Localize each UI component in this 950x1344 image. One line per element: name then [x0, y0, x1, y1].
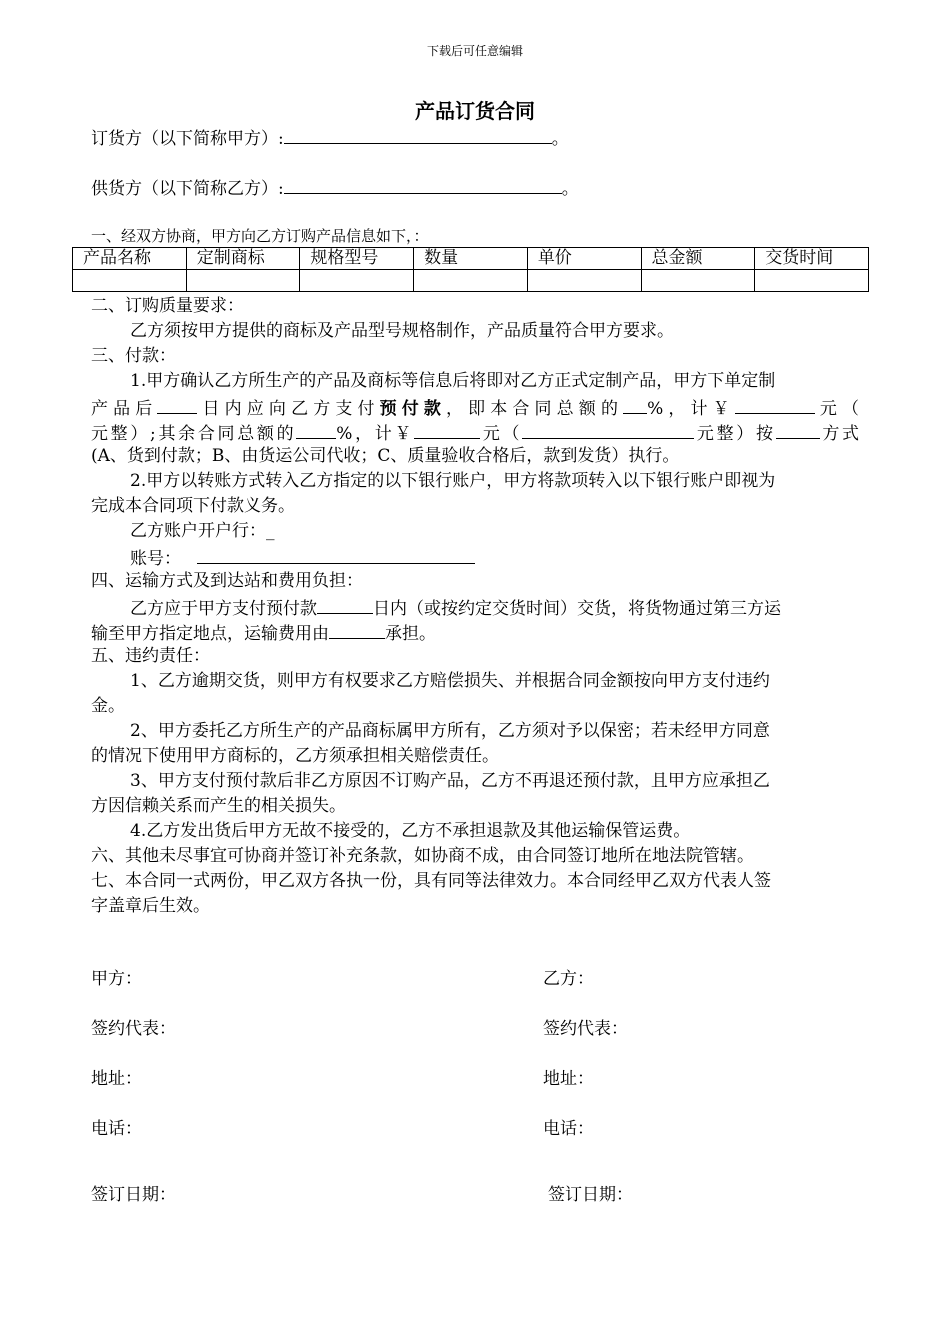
- amount-words-blank: [522, 423, 694, 439]
- table-cell[interactable]: [73, 270, 187, 292]
- buyer-end: 。: [551, 129, 569, 149]
- payment-text: 元整）;其余合同总额的: [91, 424, 297, 444]
- payment-line-1: 1.甲方确认乙方所生产的产品及商标等信息后将即对乙方正式定制产品，甲方下单定制: [130, 371, 776, 391]
- breach-3b: 方因信赖关系而产生的相关损失。: [91, 796, 346, 816]
- transport-text: 乙方应于甲方支付预付款: [130, 599, 317, 619]
- section-6: 六、其他未尽事宜可协商并签订补充条款，如协商不成，由合同签订地所在地法院管辖。: [91, 846, 754, 866]
- seller-line: [91, 178, 579, 198]
- payment-line-3: [91, 423, 859, 443]
- table-cell[interactable]: [527, 270, 641, 292]
- table-header-cell: 总金额: [641, 248, 755, 270]
- party-a-label: 甲方：: [91, 969, 142, 989]
- party-a-phone: 电话：: [91, 1119, 142, 1139]
- seller-label: 供货方（以下简称乙方）:: [91, 179, 284, 199]
- payment-text: %，计￥: [647, 399, 735, 419]
- bank-line: 乙方账户开户行：_: [130, 521, 275, 541]
- prepayment-term: 预付款: [379, 399, 447, 419]
- table-header-cell: 定制商标: [186, 248, 300, 270]
- transport-line-2: [91, 623, 436, 643]
- payment-line-4: (A、货到付款；B、由货运公司代收；C、质量验收合格后，款到发货）执行。: [91, 446, 680, 466]
- party-b-phone: 电话：: [543, 1119, 594, 1139]
- payment-text: 日内应向乙方支付: [197, 399, 380, 419]
- payment-text: 元（: [814, 399, 860, 419]
- document-title: 产品订货合同: [415, 99, 535, 123]
- payment-line-6: 完成本合同项下付款义务。: [91, 496, 295, 516]
- percent-blank: [623, 398, 647, 414]
- table-cell[interactable]: [186, 270, 300, 292]
- payment-line-2: [91, 398, 859, 418]
- table-header-row: [73, 248, 869, 270]
- payment-text: 元整）按: [694, 424, 776, 444]
- days-blank: [317, 598, 373, 614]
- transport-text: 日内（或按约定交货时间）交货，将货物通过第三方运: [373, 599, 781, 619]
- transport-text: 承担。: [385, 624, 436, 644]
- buyer-line: [91, 128, 569, 148]
- product-table: [72, 247, 869, 292]
- breach-1a: 1、乙方逾期交货，则甲方有权要求乙方赔偿损失、并根据合同金额按向甲方支付违约: [130, 671, 770, 691]
- section-5-heading: 五、违约责任：: [91, 646, 210, 666]
- section-3-heading: 三、付款：: [91, 346, 176, 366]
- account-label: 账号：: [130, 549, 181, 569]
- amount-blank: [414, 423, 480, 439]
- buyer-label: 订货方（以下简称甲方）:: [91, 129, 284, 149]
- table-cell[interactable]: [414, 270, 528, 292]
- days-blank: [157, 398, 197, 414]
- payment-text: 方式: [819, 424, 860, 444]
- section-2-heading: 二、订购质量要求：: [91, 296, 244, 316]
- breach-2a: 2、甲方委托乙方所生产的产品商标属甲方所有，乙方须对予以保密；若未经甲方同意: [130, 721, 770, 741]
- breach-2b: 的情况下使用甲方商标的，乙方须承担相关赔偿责任。: [91, 746, 499, 766]
- percent-blank: [296, 423, 336, 439]
- section-2-paragraph: 乙方须按甲方提供的商标及产品型号规格制作，产品质量符合甲方要求。: [130, 321, 674, 341]
- table-header-cell: 单价: [527, 248, 641, 270]
- payment-text: %，计￥: [336, 424, 415, 444]
- table-cell[interactable]: [755, 270, 869, 292]
- amount-blank: [735, 398, 815, 414]
- party-b-label: 乙方：: [543, 969, 594, 989]
- table-cell[interactable]: [641, 270, 755, 292]
- seller-end: 。: [561, 179, 579, 199]
- table-header-cell: 规格型号: [300, 248, 414, 270]
- payment-line-5: 2.甲方以转账方式转入乙方指定的以下银行账户，甲方将款项转入以下银行账户即视为: [130, 471, 776, 491]
- header-note: 下载后可任意编辑: [426, 44, 523, 58]
- table-cell[interactable]: [300, 270, 414, 292]
- section-7-line-2: 字盖章后生效。: [91, 896, 210, 916]
- table-row: [73, 270, 869, 292]
- party-b-address: 地址：: [543, 1069, 594, 1089]
- account-line: [130, 548, 475, 568]
- breach-3a: 3、甲方支付预付款后非乙方原因不订购产品，乙方不再退还预付款，且甲方应承担乙: [130, 771, 770, 791]
- party-b-date: 签订日期：: [548, 1185, 633, 1205]
- account-blank: [197, 548, 475, 564]
- transport-line-1: [130, 598, 781, 618]
- party-a-address: 地址：: [91, 1069, 142, 1089]
- seller-blank: [284, 178, 562, 194]
- section-1-text: 一、经双方协商，甲方向乙方订购产品信息如下，：: [91, 227, 429, 245]
- party-a-representative: 签约代表：: [91, 1019, 176, 1039]
- section-7-line-1: 七、本合同一式两份，甲乙双方各执一份，具有同等法律效力。本合同经甲乙双方代表人签: [91, 871, 771, 891]
- payer-blank: [329, 623, 385, 639]
- table-header-cell: 产品名称: [73, 248, 187, 270]
- party-b-representative: 签约代表：: [543, 1019, 628, 1039]
- table-header-cell: 交货时间: [755, 248, 869, 270]
- table-header-cell: 数量: [414, 248, 528, 270]
- section-4-heading: 四、运输方式及到达站和费用负担：: [91, 571, 363, 591]
- party-a-date: 签订日期：: [91, 1185, 176, 1205]
- payment-text: 产品后: [91, 399, 158, 419]
- payment-text: ，即本合同总额的: [446, 399, 624, 419]
- buyer-blank: [284, 128, 552, 144]
- breach-1b: 金。: [91, 696, 125, 716]
- method-blank: [776, 423, 820, 439]
- transport-text: 输至甲方指定地点，运输费用由: [91, 624, 329, 644]
- payment-text: 元（: [480, 424, 523, 444]
- breach-4: 4.乙方发出货后甲方无故不接受的，乙方不承担退款及其他运输保管运费。: [130, 821, 691, 841]
